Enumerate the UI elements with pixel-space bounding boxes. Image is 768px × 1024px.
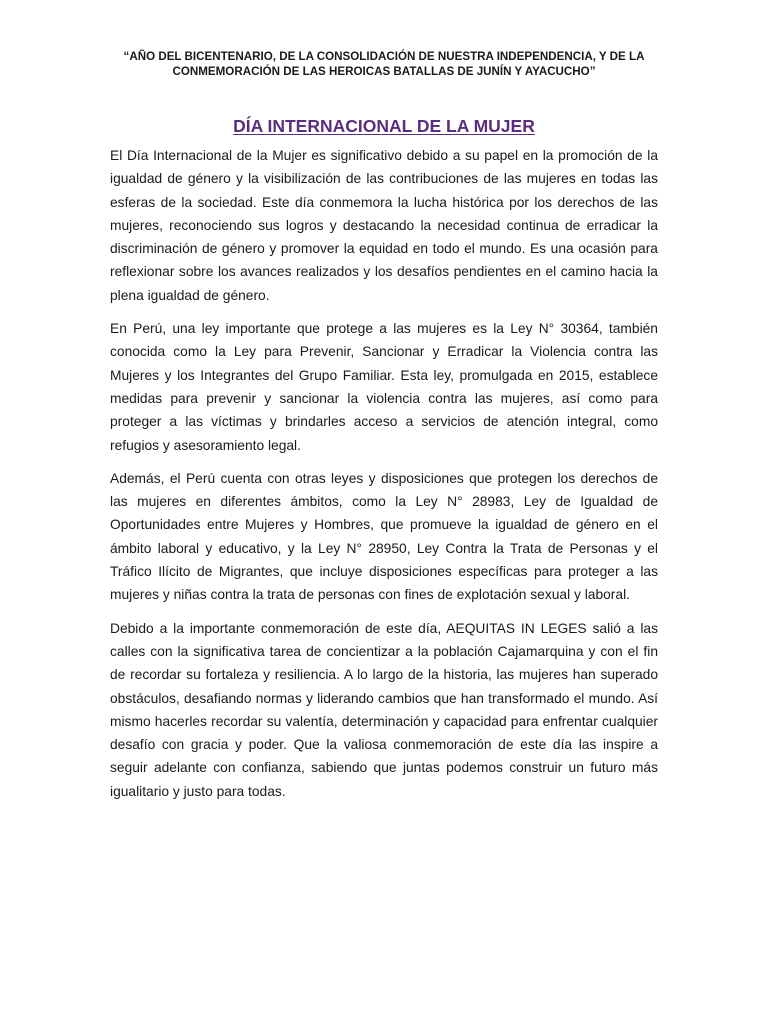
paragraph-ley-30364: En Perú, una ley importante que protege a las mujeres es la Ley N° 30364, también conocida como la Ley para Prevenir, Sancionar y Erradicar la Violencia contra las Mujeres y los Integrantes del Grupo Familiar. Esta ley, promulgada en 2015, establece medidas para prevenir y sancionar la violencia contra las mujeres, así como para proteger a las víctimas y brindarles acceso a servicios de atención integral, como refugios y asesoramiento legal. — [110, 321, 658, 453]
header-motto: “AÑO DEL BICENTENARIO, DE LA CONSOLIDACIÓN DE NUESTRA INDEPENDENCIA, Y DE LA CONMEMORACIÓN DE LAS HEROICAS BATALLAS DE JUNÍN Y AYACUCHO” — [123, 50, 645, 78]
paragraph-aequitas: Debido a la importante conmemoración de este día, AEQUITAS IN LEGES salió a las calles con la significativa tarea de concientizar a la población Cajamarquina y con el fin de recordar su fortaleza y resiliencia. A lo largo de la historia, las mujeres han superado obstáculos, desafiando normas y liderando cambios que han transformado el mundo. Así mismo hacerles recordar su valentía, determinación y capacidad para enfrentar cualquier desafío con gracia y poder. Que la valiosa conmemoración de este día las inspire a seguir adelante con confianza, sabiendo que juntas podemos construir un futuro más igualitario y justo para todas. — [110, 620, 658, 799]
paragraph-intro: El Día Internacional de la Mujer es significativo debido a su papel en la promoción de la igualdad de género y la visibilización de las contribuciones de las mujeres en todas las esferas de la sociedad. Este día conmemora la lucha histórica por los derechos de las mujeres, reconociendo sus logros y destacando la necesidad continua de erradicar la discriminación de género y promover la equidad en todo el mundo. Es una ocasión para reflexionar sobre los avances realizados y los desafíos pendientes en el camino hacia la plena igualdad de género. — [110, 148, 658, 303]
document-body — [110, 144, 658, 813]
paragraph-otras-leyes: Además, el Perú cuenta con otras leyes y disposiciones que protegen los derechos de las mujeres en diferentes ámbitos, como la Ley N° 28983, Ley de Igualdad de Oportunidades entre Mujeres y Hombres, que promueve la igualdad de género en el ámbito laboral y educativo, y la Ley N° 28950, Ley Contra la Trata de Personas y el Tráfico Ilícito de Migrantes, que incluye disposiciones específicas para proteger a las mujeres y niñas contra la trata de personas con fines de explotación sexual y laboral. — [110, 470, 658, 603]
document-title: DÍA INTERNACIONAL DE LA MUJER — [233, 116, 535, 136]
